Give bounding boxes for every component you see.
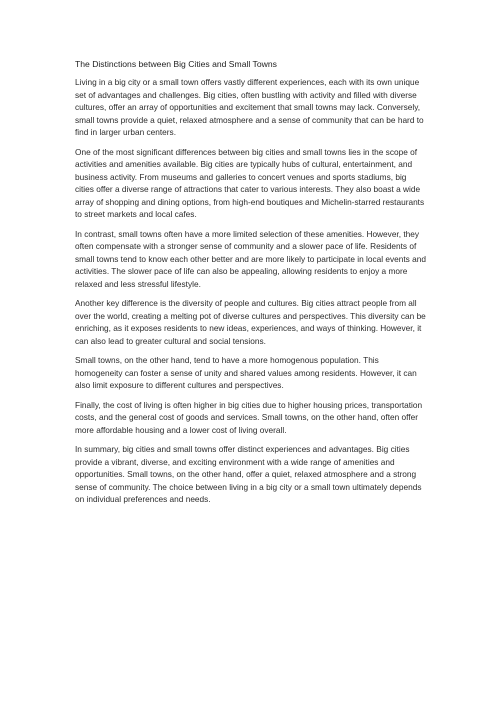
- paragraph-cost-of-living: Finally, the cost of living is often higher in big cities due to higher housing prices, transportation costs, and the general cost of goods and services. Small towns, on the other hand, often offer more affordable housing and a lower cost of living overall.: [75, 399, 423, 435]
- paragraph-summary: In summary, big cities and small towns offer distinct experiences and advantages. Big cities provide a vibrant, diverse, and exciting environment with a wide range of amenities and opportunities. Small towns, on the other hand, offer a quiet, relaxed atmosphere and a strong sense of community. The choice between living in a big city or a small town ultimately depends on individual preferences and needs.: [75, 444, 422, 504]
- paragraph-diversity: Another key difference is the diversity of people and cultures. Big cities attract people from all over the world, creating a melting pot of diverse cultures and perspectives. This diversity can be enriching, as it exposes residents to new ideas, experiences, and ways of thinking. However, it can also lead to greater cultural and social tensions.: [75, 298, 426, 346]
- paragraph-homogeneity: Small towns, on the other hand, tend to have a more homogenous population. This homogeneity can foster a sense of unity and shared values among residents. However, it can also limit exposure to different cultures and perspectives.: [75, 355, 417, 390]
- paragraph-small-towns-community: In contrast, small towns often have a more limited selection of these amenities. However, they often compensate with a stronger sense of community and a slower pace of life. Residents of small towns tend to know each other better and are more likely to participate in local events and activities. The slower pace of life can also be appealing, allowing residents to enjoy a more relaxed and less stressful lifestyle.: [75, 228, 426, 289]
- paragraph-amenities: One of the most significant differences between big cities and small towns lies in the scope of activities and amenities available. Big cities are typically hubs of cultural, entertainment, and business activity. From museums and galleries to concert venues and sports stadiums, big cities offer a diverse range of attractions that cater to various interests. They also boast a wide array of shopping and dining options, from high-end boutiques and Michelin-starred restaurants to street markets and local cafes.: [75, 146, 425, 219]
- paragraph-intro: Living in a big city or a small town offers vastly different experiences, each with its own unique set of advantages and challenges. Big cities, often bustling with activity and filled with diverse cultures, offer an array of opportunities and excitement that small towns may lack. Conversely, small towns provide a quiet, relaxed atmosphere and a sense of community that can be hard to find in larger urban centers.: [75, 77, 424, 137]
- document-body: [75, 58, 427, 513]
- document-title: The Distinctions between Big Cities and Small Towns: [75, 59, 277, 69]
